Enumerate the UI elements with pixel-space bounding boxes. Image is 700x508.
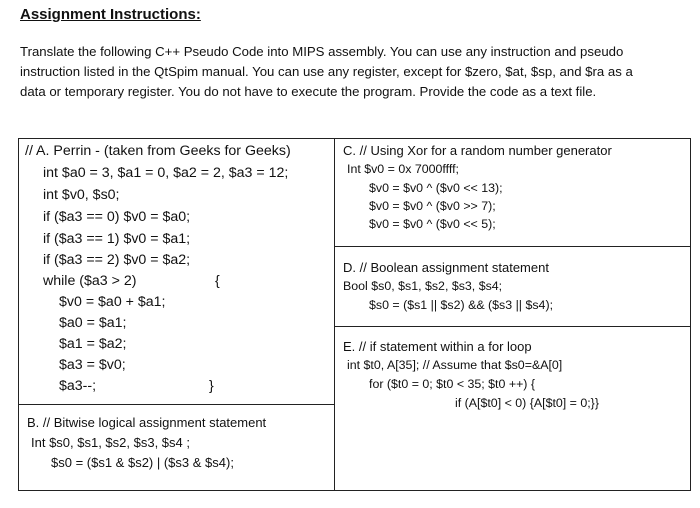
page-heading: Assignment Instructions: (20, 6, 201, 23)
code-line: $v0 = $v0 ^ ($v0 >> 7); (369, 199, 496, 213)
intro-line: data or temporary register. You do not have to execute the program. Provide the code as a text file. (20, 84, 597, 99)
section-e-cell (335, 327, 691, 491)
section-e-title: E. // if statement within a for loop (343, 339, 532, 354)
section-c-title: C. // Using Xor for a random number generator (343, 143, 612, 158)
code-line: $a3 = $v0; (59, 357, 126, 373)
code-line: $a3--; (59, 378, 97, 394)
code-line: Int $s0, $s1, $s2, $s3, $s4 ; (31, 435, 190, 450)
section-d-cell (335, 247, 691, 326)
code-line: Int $v0 = 0x 7000ffff; (347, 162, 459, 176)
code-line: int $a0 = 3, $a1 = 0, $a2 = 2, $a3 = 12; (43, 165, 289, 181)
intro-line: Translate the following C++ Pseudo Code into MIPS assembly. You can use any instruction and pseudo (20, 44, 624, 59)
section-a-title: // A. Perrin - (taken from Geeks for Geeks) (25, 143, 291, 159)
code-line: $v0 = $a0 + $a1; (59, 294, 166, 310)
code-line: if ($a3 == 0) $v0 = $a0; (43, 209, 191, 225)
code-line: $v0 = $v0 ^ ($v0 << 13); (369, 181, 503, 195)
section-b-cell (19, 405, 334, 491)
section-d-title: D. // Boolean assignment statement (343, 260, 549, 275)
open-brace: { (215, 273, 220, 289)
close-brace: } (209, 378, 214, 394)
section-b-title: B. // Bitwise logical assignment statement (27, 415, 267, 430)
section-a-cell (19, 139, 334, 404)
code-line: Bool $s0, $s1, $s2, $s3, $s4; (343, 279, 503, 293)
code-line: if (A[$t0] < 0) {A[$t0] = 0;}} (455, 396, 599, 410)
code-line: if ($a3 == 2) $v0 = $a2; (43, 252, 191, 268)
code-line: $s0 = ($s1 & $s2) | ($s3 & $s4); (51, 455, 234, 470)
code-line: for ($t0 = 0; $t0 < 35; $t0 ++) { (369, 377, 536, 391)
code-line: int $v0, $s0; (43, 187, 120, 203)
code-table (18, 138, 691, 491)
code-line: int $t0, A[35]; // Assume that $s0=&A[0] (347, 358, 563, 372)
code-line: if ($a3 == 1) $v0 = $a1; (43, 231, 191, 247)
section-c-cell (335, 139, 691, 246)
code-line: while ($a3 > 2) (43, 273, 137, 289)
code-line: $v0 = $v0 ^ ($v0 << 5); (369, 217, 496, 231)
code-line: $a1 = $a2; (59, 336, 127, 352)
code-line: $a0 = $a1; (59, 315, 127, 331)
intro-paragraph (20, 42, 692, 102)
intro-line: instruction listed in the QtSpim manual. You can use any register, except for $zero, $at, $sp, and $ra as a (20, 64, 633, 79)
code-line: $s0 = ($s1 || $s2) && ($s3 || $s4); (369, 298, 554, 312)
